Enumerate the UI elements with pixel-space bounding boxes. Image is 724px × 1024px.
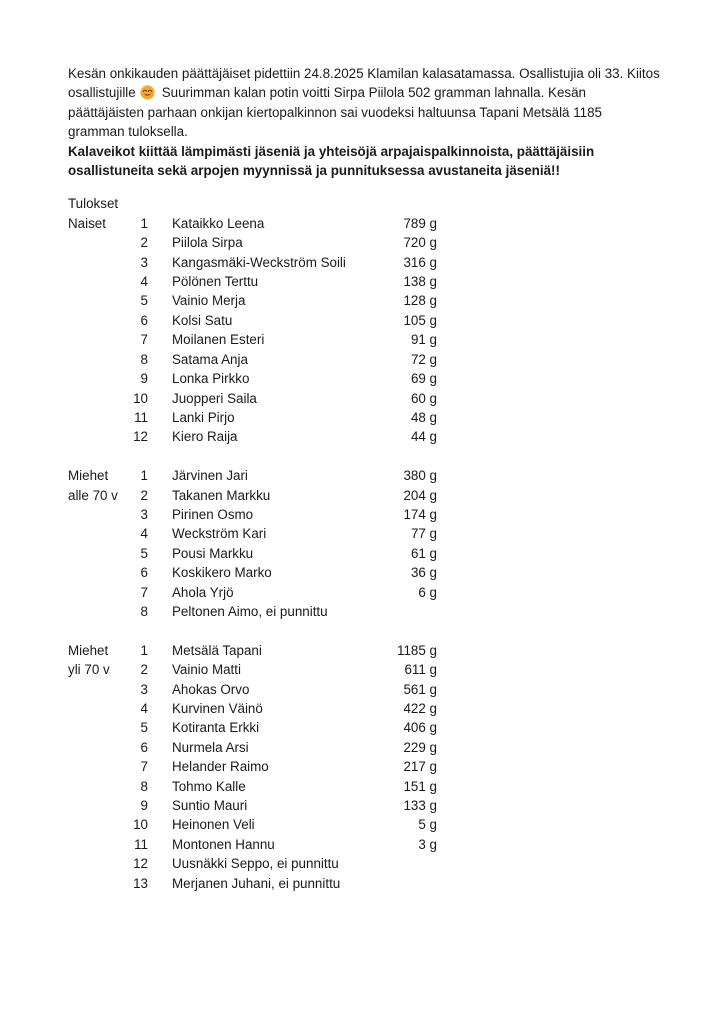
weight-cell: 36 g (410, 565, 437, 581)
group-label (68, 272, 128, 291)
name-cell: Pirinen Osmo (172, 506, 254, 522)
weight-cell: 406 g (403, 720, 437, 736)
weight-cell: 422 g (403, 700, 437, 716)
name-cell: Kotiranta Erkki (172, 720, 260, 736)
thanks-line-1: Kalaveikot kiittää lämpimästi jäseniä ja yhteisöjä arpajaispalkinnoista, päättäjäisiin (68, 143, 595, 159)
rank-cell: 8 (140, 778, 148, 794)
rank-cell: 2 (140, 487, 148, 503)
rank-cell: 9 (140, 371, 148, 387)
weight-cell: 204 g (403, 487, 437, 503)
table-row (68, 408, 724, 427)
table-row (68, 214, 724, 233)
rank-cell: 4 (140, 700, 148, 716)
group-label (68, 505, 128, 524)
weight-cell: 3 g (418, 836, 437, 852)
table-row (68, 272, 724, 291)
rank-cell: 11 (134, 836, 148, 852)
rank-cell: 6 (140, 312, 148, 328)
rank-cell: 1 (140, 468, 148, 484)
table-row (68, 486, 724, 505)
name-cell: Weckström Kari (172, 526, 267, 542)
table-row (68, 291, 724, 310)
table-row (68, 389, 724, 408)
name-cell: Kurvinen Väinö (172, 700, 263, 716)
group-label (68, 544, 128, 563)
group-label (68, 330, 128, 349)
intro-paragraph (68, 64, 724, 142)
table-row (68, 641, 724, 660)
name-cell: Peltonen Aimo, ei punnittu (172, 603, 328, 619)
group-label (68, 350, 128, 369)
group-label (68, 835, 128, 854)
weight-cell: 217 g (403, 759, 437, 775)
name-cell: Tohmo Kalle (172, 778, 246, 794)
name-cell: Vainio Matti (172, 662, 241, 678)
name-cell: Koskikero Marko (172, 565, 272, 581)
name-cell: Vainio Merja (172, 293, 246, 309)
group-label (68, 427, 128, 446)
results-section (68, 466, 724, 621)
intro-line-3: päättäjäisten parhaan onkijan kiertopalkinnon sai vuodeksi haltuunsa Tapani Metsälä 1185 (68, 104, 603, 120)
name-cell: Kataikko Leena (172, 215, 265, 231)
intro-line-4: gramman tuloksella. (68, 124, 188, 140)
table-row (68, 330, 724, 349)
group-label (68, 311, 128, 330)
table-row (68, 835, 724, 854)
weight-cell: 128 g (403, 293, 437, 309)
weight-cell: 44 g (410, 429, 437, 445)
table-row (68, 350, 724, 369)
weight-cell: 720 g (403, 235, 437, 251)
weight-cell (361, 602, 437, 621)
weight-cell: 5 g (418, 817, 437, 833)
name-cell: Kangasmäki-Weckström Soili (172, 254, 346, 270)
group-label (68, 874, 128, 893)
table-row (68, 427, 724, 446)
weight-cell: 69 g (410, 371, 437, 387)
weight-cell (361, 854, 437, 873)
rank-cell: 11 (134, 409, 148, 425)
name-cell: Moilanen Esteri (172, 332, 265, 348)
results-section (68, 214, 724, 447)
name-cell: Merjanen Juhani, ei punnittu (172, 875, 341, 891)
name-cell: Helander Raimo (172, 759, 269, 775)
weight-cell: 316 g (403, 254, 437, 270)
group-label: Naiset (68, 215, 106, 231)
rank-cell: 2 (140, 662, 148, 678)
rank-cell: 5 (140, 293, 148, 309)
weight-cell: 133 g (403, 798, 437, 813)
weight-cell: 229 g (403, 739, 437, 755)
name-cell: Montonen Hannu (172, 836, 275, 852)
table-row (68, 699, 724, 718)
group-label (68, 389, 128, 408)
rank-cell: 5 (140, 545, 148, 561)
group-label (68, 369, 128, 388)
name-cell: Heinonen Veli (172, 817, 255, 833)
weight-cell: 611 g (404, 662, 437, 678)
name-cell: Satama Anja (172, 351, 248, 367)
intro-line-2-after: Suurimman kalan potin voitti Sirpa Piilola 502 gramman lahnalla. Kesän (161, 85, 586, 101)
name-cell: Pölönen Terttu (172, 274, 259, 290)
name-cell: Takanen Markku (172, 487, 271, 503)
intro-line-2 (68, 83, 724, 102)
group-label (68, 408, 128, 427)
weight-cell: 151 g (403, 778, 437, 794)
table-row (68, 544, 724, 563)
rank-cell: 1 (140, 642, 148, 658)
group-label (68, 563, 128, 582)
rank-cell: 1 (140, 215, 148, 231)
smiling-face-emoji (140, 85, 155, 100)
table-row (68, 796, 724, 815)
rank-cell: 3 (140, 254, 148, 270)
group-label (68, 854, 128, 873)
results-title: Tulokset (68, 196, 119, 212)
table-row (68, 718, 724, 737)
group-label (68, 757, 128, 776)
rank-cell: 7 (140, 332, 148, 348)
table-row (68, 253, 724, 272)
name-cell: Ahokas Orvo (172, 681, 250, 697)
table-row (68, 738, 724, 757)
results-section (68, 641, 724, 893)
rank-cell: 9 (140, 798, 148, 813)
name-cell: Juopperi Saila (172, 390, 257, 406)
rank-cell: 10 (133, 817, 148, 833)
name-cell: Suntio Mauri (172, 798, 248, 813)
rank-cell: 3 (140, 681, 148, 697)
rank-cell: 6 (140, 565, 148, 581)
table-row (68, 524, 724, 543)
weight-cell: 1185 g (397, 642, 437, 658)
table-row (68, 680, 724, 699)
table-row (68, 815, 724, 834)
weight-cell: 380 g (403, 468, 437, 484)
name-cell: Lanki Pirjo (172, 409, 235, 425)
table-row (68, 466, 724, 485)
weight-cell: 174 g (403, 506, 437, 522)
rank-cell: 13 (133, 875, 148, 891)
rank-cell: 4 (140, 526, 148, 542)
name-cell: Pousi Markku (172, 545, 254, 561)
name-cell: Nurmela Arsi (172, 739, 249, 755)
rank-cell: 12 (133, 429, 148, 445)
group-label (68, 291, 128, 310)
table-row (68, 777, 724, 796)
weight-cell: 77 g (410, 526, 437, 542)
rank-cell: 5 (140, 720, 148, 736)
table-row (68, 660, 724, 679)
group-label (68, 680, 128, 699)
rank-cell: 7 (140, 584, 148, 600)
group-label (68, 815, 128, 834)
group-label: Miehet (68, 642, 109, 658)
table-row (68, 854, 724, 873)
table-row (68, 563, 724, 582)
table-row (68, 369, 724, 388)
table-row (68, 505, 724, 524)
table-row (68, 583, 724, 602)
table-row (68, 233, 724, 252)
group-label (68, 524, 128, 543)
rank-cell: 7 (140, 759, 148, 775)
name-cell: Metsälä Tapani (172, 642, 262, 658)
name-cell: Lonka Pirkko (172, 371, 250, 387)
name-cell: Kolsi Satu (172, 312, 233, 328)
name-cell: Järvinen Jari (172, 468, 248, 484)
table-row (68, 757, 724, 776)
thanks-paragraph (68, 142, 724, 181)
group-label (68, 738, 128, 757)
rank-cell: 4 (140, 274, 148, 290)
group-label (68, 602, 128, 621)
rank-cell: 6 (140, 739, 148, 755)
weight-cell: 48 g (410, 409, 437, 425)
rank-cell: 10 (133, 390, 148, 406)
intro-line-1: Kesän onkikauden päättäjäiset pidettiin 24.8.2025 Klamilan kalasatamassa. Osallistujia oli 33. Kiitos (68, 66, 660, 81)
rank-cell: 3 (140, 506, 148, 522)
group-label (68, 699, 128, 718)
name-cell: Kiero Raija (172, 429, 238, 445)
group-label (68, 253, 128, 272)
results-sections (68, 214, 724, 893)
table-row (68, 874, 724, 893)
group-label: yli 70 v (68, 662, 110, 678)
group-label: alle 70 v (68, 487, 118, 503)
weight-cell: 138 g (403, 274, 437, 290)
weight-cell (361, 874, 437, 893)
table-row (68, 602, 724, 621)
name-cell: Ahola Yrjö (172, 584, 234, 600)
weight-cell: 789 g (403, 215, 437, 231)
weight-cell: 91 g (410, 332, 437, 348)
group-label: Miehet (68, 468, 109, 484)
group-label (68, 718, 128, 737)
weight-cell: 61 g (410, 545, 437, 561)
weight-cell: 72 g (410, 351, 437, 367)
rank-cell: 8 (140, 351, 148, 367)
table-row (68, 311, 724, 330)
name-cell: Uusnäkki Seppo, ei punnittu (172, 856, 339, 872)
thanks-line-2: osallistuneita sekä arpojen myynnissä ja punnituksessa avustaneita jäseniä!! (68, 163, 560, 179)
rank-cell: 8 (140, 603, 148, 619)
weight-cell: 561 g (403, 681, 437, 697)
group-label (68, 233, 128, 252)
rank-cell: 12 (133, 856, 148, 872)
name-cell: Piilola Sirpa (172, 235, 243, 251)
group-label (68, 777, 128, 796)
weight-cell: 60 g (410, 390, 437, 406)
weight-cell: 6 g (418, 584, 437, 600)
group-label (68, 796, 128, 815)
weight-cell: 105 g (403, 312, 437, 328)
rank-cell: 2 (140, 235, 148, 251)
group-label (68, 583, 128, 602)
intro-line-2-before: osallistujille (68, 85, 136, 101)
